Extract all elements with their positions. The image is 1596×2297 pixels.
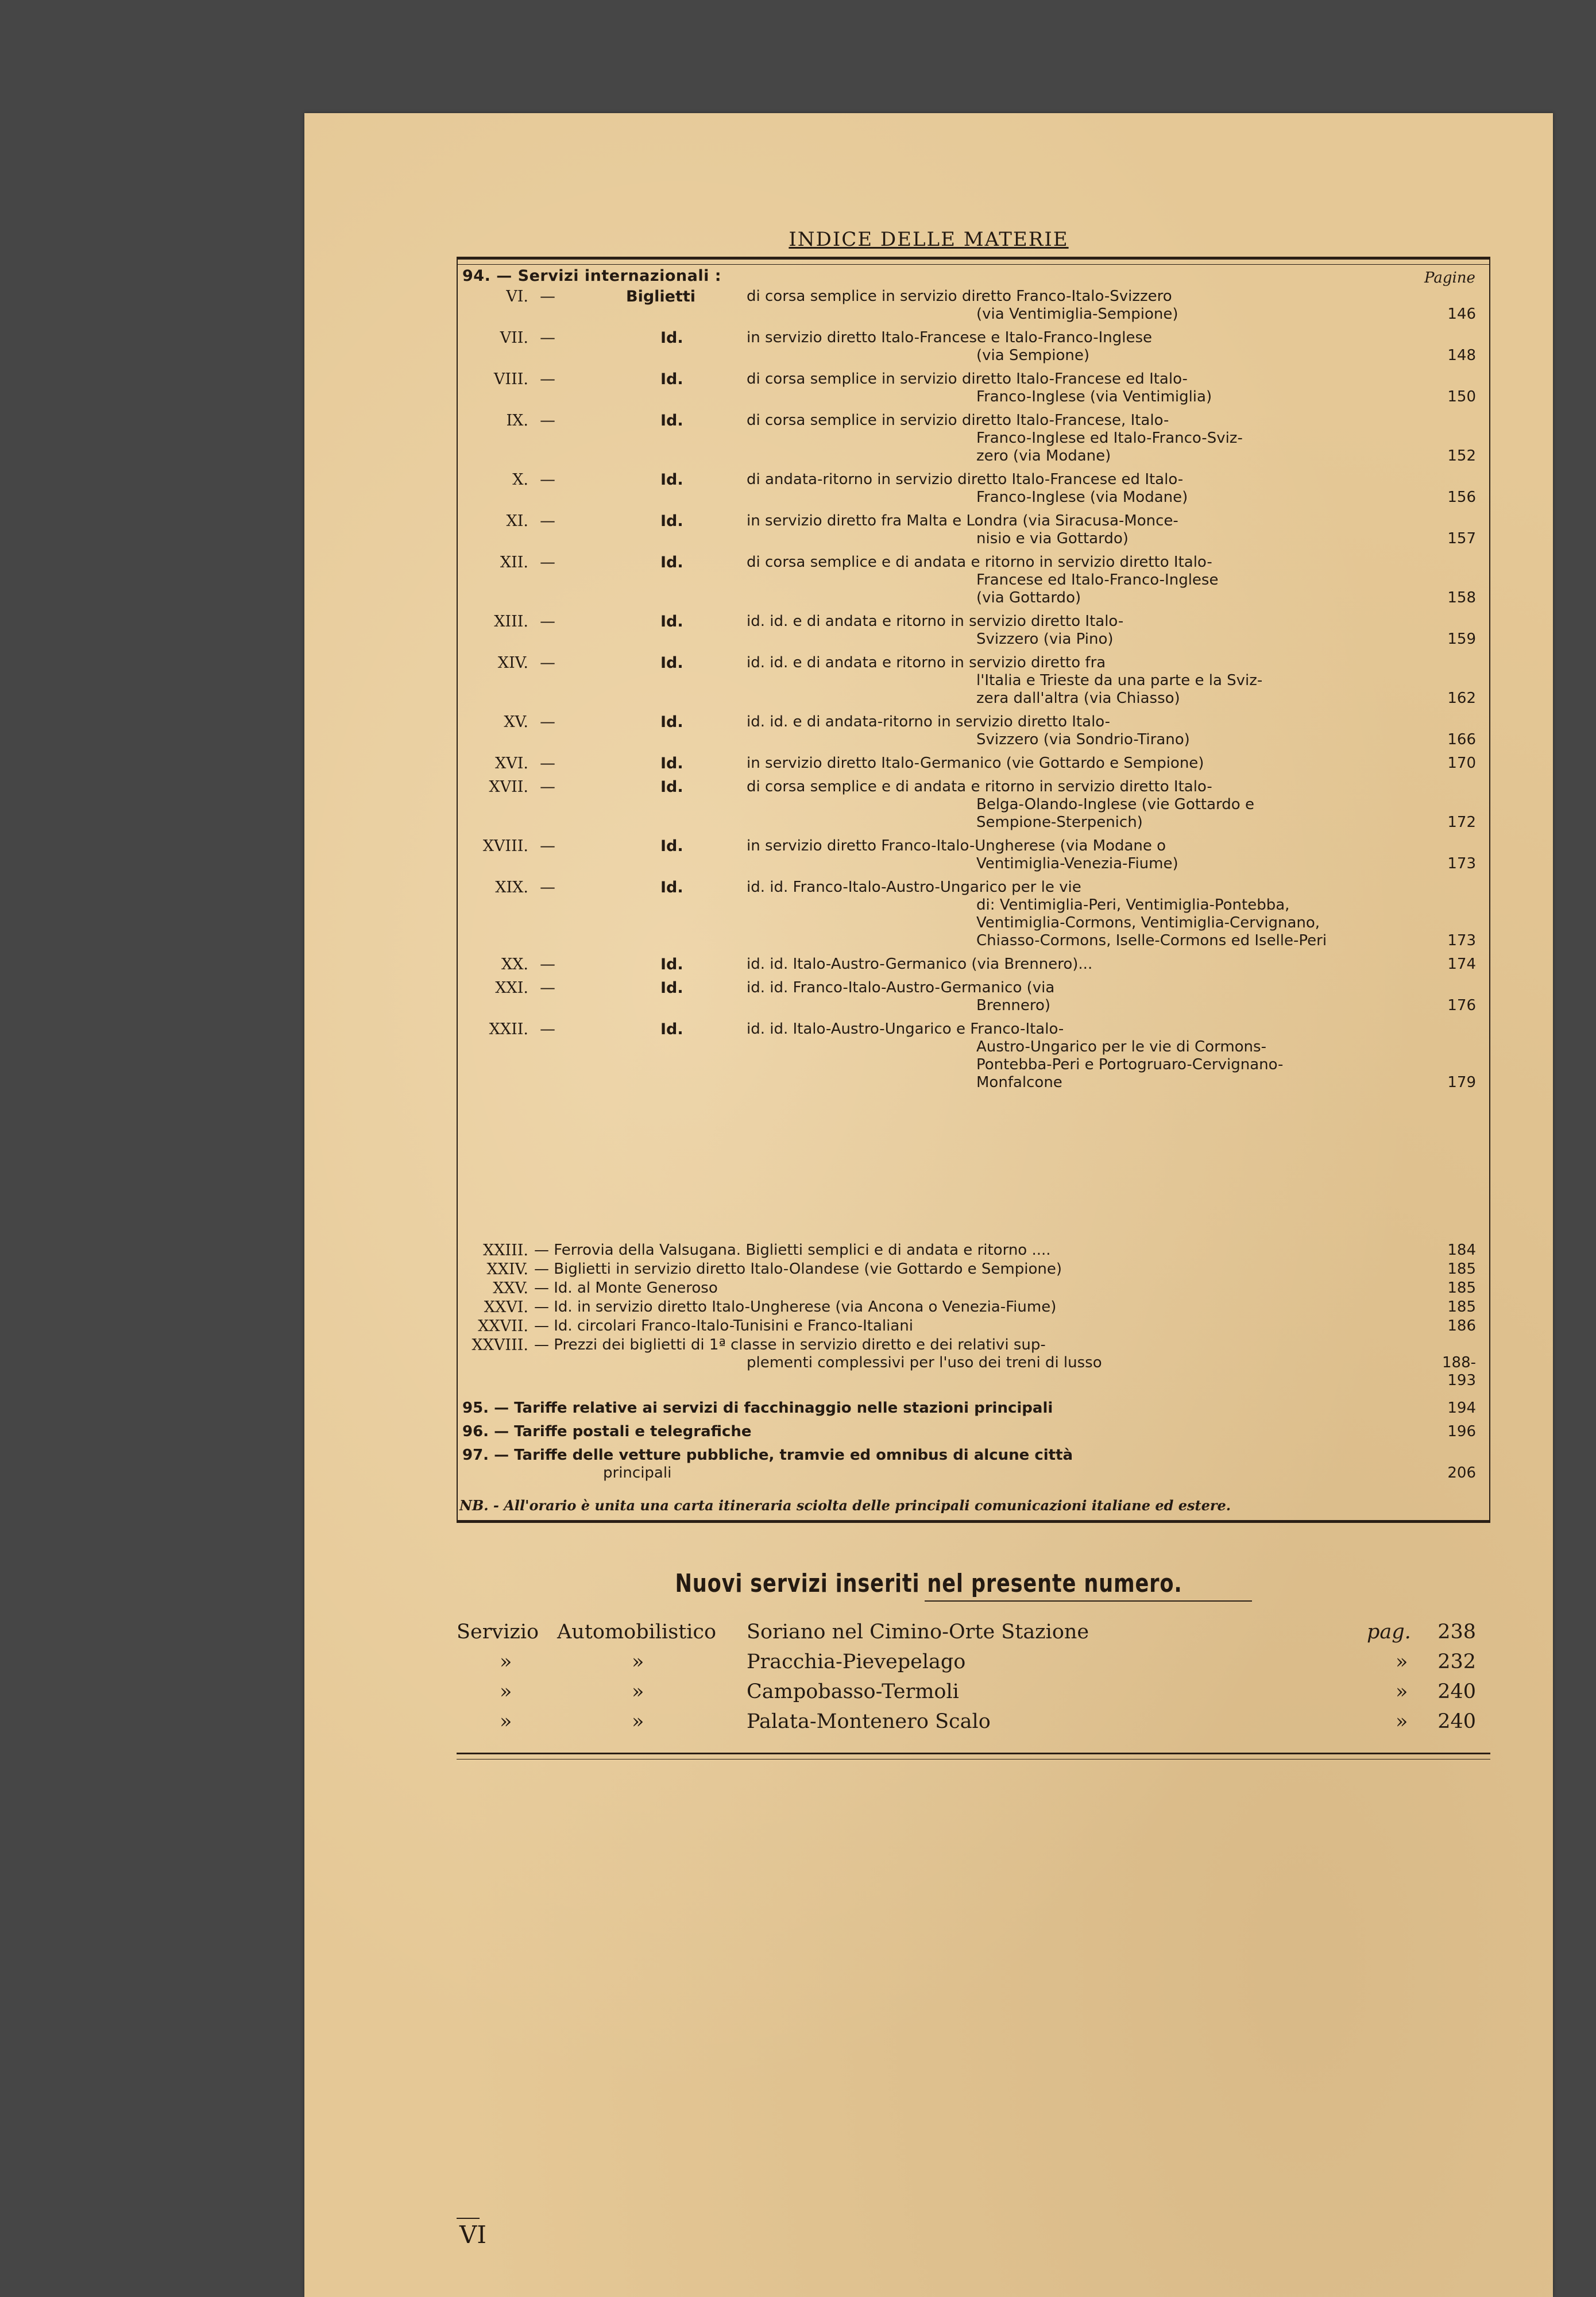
service-label: » <box>500 1680 512 1703</box>
entry-description-line: (via Gottardo) <box>976 589 1081 606</box>
entry-text: — Id. circolari Franco-Italo-Tunisini e Franco-Italiani <box>534 1317 913 1335</box>
entry-page: 179 <box>1447 1074 1476 1091</box>
entry-number: VIII. <box>493 370 528 388</box>
entry-description-line: Belga-Olando-Inglese (vie Gottardo e <box>976 796 1254 813</box>
service-page: 240 <box>1437 1680 1476 1703</box>
entry-dash: — <box>540 288 555 306</box>
entry-id: Id. <box>660 412 683 430</box>
service-page: 232 <box>1437 1650 1476 1673</box>
entry-page: 186 <box>1447 1317 1476 1335</box>
entry-description-line: di corsa semplice in servizio diretto Italo-Francese, Italo- <box>747 412 1169 429</box>
entry-text: — Biglietti in servizio diretto Italo-Olandese (vie Gottardo e Sempione) <box>534 1260 1062 1278</box>
entry-page: 170 <box>1447 755 1476 772</box>
page-prefix: pag. <box>1367 1621 1411 1644</box>
entry-dash: — <box>540 654 555 672</box>
entry-page: 185 <box>1447 1279 1476 1297</box>
entry-page: 162 <box>1447 690 1476 707</box>
entry-description <box>747 512 1470 548</box>
entry-description <box>747 979 1470 1015</box>
section-heading: 96. — Tariffe postali e telegrafiche <box>462 1423 752 1440</box>
entry-description-line: in servizio diretto Italo-Germanico (vie Gottardo e Sempione) <box>747 755 1204 772</box>
service-page: 240 <box>1437 1710 1476 1733</box>
entry-number: XXIV. <box>486 1260 528 1278</box>
entry-description-line: Ventimiglia-Venezia-Fiume) <box>976 855 1178 872</box>
entry-description-line: Francese ed Italo-Franco-Inglese <box>976 571 1219 589</box>
entry-description <box>747 1020 1470 1092</box>
entry-number: XXI. <box>495 979 528 997</box>
service-label: Servizio <box>457 1621 539 1644</box>
entry-id: Id. <box>660 956 683 973</box>
entry-description-line: zera dall'altra (via Chiasso) <box>976 690 1180 707</box>
entry-number: XXV. <box>493 1279 528 1297</box>
entry-id: Id. <box>660 329 683 347</box>
entry-page: 150 <box>1447 388 1476 405</box>
entry-dash: — <box>540 979 555 997</box>
entry-id: Id. <box>660 879 683 896</box>
entry-dash: — <box>540 512 555 530</box>
service-label: » <box>500 1650 512 1673</box>
entry-description <box>747 755 1470 772</box>
entry-number: XXII. <box>489 1020 528 1038</box>
entry-dash: — <box>540 713 555 731</box>
entry-number: XIX. <box>495 879 528 896</box>
entry-number: XI. <box>506 512 528 530</box>
entry-description-line: id. id. e di andata-ritorno in servizio diretto Italo- <box>747 713 1111 730</box>
running-header: INDICE DELLE MATERIE <box>789 228 1069 251</box>
entry-id: Id. <box>660 1020 683 1038</box>
entry-description-line: di andata-ritorno in servizio diretto Italo-Francese ed Italo- <box>747 471 1184 488</box>
entry-id: Id. <box>660 837 683 855</box>
title-underline <box>925 1600 1252 1602</box>
entry-description <box>747 370 1470 406</box>
entry-number: VII. <box>500 329 528 347</box>
service-label: » <box>500 1710 512 1733</box>
entry-page: 159 <box>1447 631 1476 648</box>
entry-description-line: id. id. Italo-Austro-Ungarico e Franco-Italo- <box>747 1020 1064 1038</box>
entry-number: XIII. <box>494 613 528 631</box>
service-type: » <box>632 1710 644 1733</box>
entry-number: XVIII. <box>482 837 528 855</box>
entry-dash: — <box>540 613 555 631</box>
entry-number: XXVI. <box>484 1298 528 1316</box>
entry-description-line: id. id. Italo-Austro-Germanico (via Brennero)... <box>747 956 1093 973</box>
service-route: Soriano nel Cimino-Orte Stazione <box>747 1621 1089 1644</box>
entry-description-line: Svizzero (via Pino) <box>976 631 1114 648</box>
entry-number: XXVII. <box>478 1317 528 1335</box>
service-type: » <box>632 1650 644 1673</box>
entry-page: 146 <box>1447 306 1476 323</box>
entry-dash: — <box>540 837 555 855</box>
entry-dash: — <box>540 778 555 796</box>
entry-description-line: id. id. e di andata e ritorno in servizio diretto Italo- <box>747 613 1124 630</box>
page-prefix: » <box>1396 1650 1408 1673</box>
section-page: 196 <box>1447 1423 1476 1440</box>
folio-rule <box>457 2218 480 2219</box>
section-page: 206 <box>1447 1464 1476 1482</box>
entry-description-line: Franco-Inglese (via Modane) <box>976 489 1188 506</box>
service-route: Pracchia-Pievepelago <box>747 1650 966 1673</box>
entry-description-line: Chiasso-Cormons, Iselle-Cormons ed Iselle-Peri <box>976 932 1327 949</box>
entry-description-line: di corsa semplice e di andata e ritorno in servizio diretto Italo- <box>747 778 1212 795</box>
section-heading: 95. — Tariffe relative ai servizi di facchinaggio nelle stazioni principali <box>462 1399 1053 1417</box>
entry-page: 152 <box>1447 447 1476 465</box>
entry-description <box>747 288 1470 323</box>
entry-id: Id. <box>660 755 683 772</box>
entry-text: — Id. al Monte Generoso <box>534 1279 718 1297</box>
entry-description-line: id. id. Franco-Italo-Austro-Germanico (via <box>747 979 1055 996</box>
entry-id: Id. <box>660 654 683 672</box>
service-page: 238 <box>1437 1621 1476 1644</box>
entry-page: 176 <box>1447 997 1476 1014</box>
entry-number: VI. <box>506 288 528 306</box>
entry-number: XV. <box>504 713 528 731</box>
entry-description-line: in servizio diretto fra Malta e Londra (via Siracusa-Monce- <box>747 512 1178 529</box>
section-heading: 97. — Tariffe delle vetture pubbliche, tramvie ed omnibus di alcune città <box>462 1447 1073 1464</box>
page-prefix: » <box>1396 1680 1408 1703</box>
entry-description <box>747 879 1470 950</box>
entry-dash: — <box>540 755 555 772</box>
pages-column-heading: Pagine <box>1424 269 1475 287</box>
entry-number: XX. <box>501 956 528 973</box>
entry-page: 148 <box>1447 347 1476 364</box>
entry-description <box>747 613 1470 648</box>
new-services-title: Nuovi servizi inseriti nel presente numero. <box>675 1569 1182 1598</box>
service-route: Campobasso-Termoli <box>747 1680 959 1703</box>
entry-id: Id. <box>660 370 683 388</box>
entry-number: XXIII. <box>482 1242 528 1259</box>
entry-dash: — <box>540 956 555 973</box>
entry-page: 156 <box>1447 489 1476 506</box>
page-folio: VI <box>459 2221 486 2249</box>
entry-number: XXVIII. <box>472 1336 528 1354</box>
entry-text: — Ferrovia della Valsugana. Biglietti semplici e di andata e ritorno .... <box>534 1242 1051 1259</box>
entry-description-line: zero (via Modane) <box>976 447 1111 465</box>
entry-description <box>747 554 1470 607</box>
entry-description-line: Sempione-Sterpenich) <box>976 814 1143 831</box>
entry-description-line: di corsa semplice e di andata e ritorno in servizio diretto Italo- <box>747 554 1212 571</box>
entry-number: XII. <box>500 554 528 571</box>
entry-id: Biglietti <box>626 288 696 306</box>
entry-dash: — <box>540 1020 555 1038</box>
nb-note: NB. - All'orario è unita una carta itineraria sciolta delle principali comunicazioni italiane ed estere. <box>459 1497 1231 1514</box>
entry-description <box>747 471 1470 506</box>
entry-page: 166 <box>1447 731 1476 748</box>
entry-page: 185 <box>1447 1298 1476 1316</box>
entry-description-line: id. id. Franco-Italo-Austro-Ungarico per le vie <box>747 879 1081 896</box>
entry-description-line: di corsa semplice in servizio diretto Italo-Francese ed Italo- <box>747 370 1188 388</box>
entry-description-line: di: Ventimiglia-Peri, Ventimiglia-Pontebba, <box>976 896 1290 914</box>
service-type: » <box>632 1680 644 1703</box>
entry-number: IX. <box>506 412 528 430</box>
page-prefix: » <box>1396 1710 1408 1733</box>
entry-description <box>747 654 1470 707</box>
entry-id: Id. <box>660 613 683 631</box>
entry-dash: — <box>540 471 555 489</box>
section-94-heading: 94. — Servizi internazionali : <box>462 267 722 285</box>
entry-number: X. <box>512 471 528 489</box>
entry-description-line: Svizzero (via Sondrio-Tirano) <box>976 731 1190 748</box>
entry-dash: — <box>540 412 555 430</box>
entry-description-line: Monfalcone <box>976 1074 1062 1091</box>
entry-description-line: (via Ventimiglia-Sempione) <box>976 306 1178 323</box>
entry-description-line: Pontebba-Peri e Portogruaro-Cervignano- <box>976 1056 1284 1073</box>
entry-page: 188-193 <box>1442 1354 1476 1389</box>
service-type: Automobilistico <box>557 1621 717 1644</box>
entry-description-line: nisio e via Gottardo) <box>976 530 1129 547</box>
entry-id: Id. <box>660 979 683 997</box>
entry-page: 158 <box>1447 589 1476 606</box>
entry-description-line: in servizio diretto Franco-Italo-Ungherese (via Modane o <box>747 837 1166 854</box>
entry-dash: — <box>540 554 555 571</box>
entry-description-line: Franco-Inglese (via Ventimiglia) <box>976 388 1212 405</box>
section-heading-continued: principali <box>603 1464 672 1482</box>
entry-description <box>747 713 1470 749</box>
entry-dash: — <box>540 370 555 388</box>
entry-description-line: Brennero) <box>976 997 1051 1014</box>
entry-dash: — <box>540 879 555 896</box>
entry-number: XVI. <box>495 755 528 772</box>
entry-page: 173 <box>1447 932 1476 949</box>
entry-page: 184 <box>1447 1242 1476 1259</box>
entry-number: XIV. <box>497 654 528 672</box>
entry-id: Id. <box>660 512 683 530</box>
entry-description-line: di corsa semplice in servizio diretto Franco-Italo-Svizzero <box>747 288 1172 305</box>
entry-id: Id. <box>660 713 683 731</box>
entry-page: 174 <box>1447 956 1476 973</box>
entry-id: Id. <box>660 471 683 489</box>
entry-page: 173 <box>1447 855 1476 872</box>
entry-description <box>747 837 1470 873</box>
entry-description <box>747 956 1470 973</box>
entry-description-line: in servizio diretto Italo-Francese e Italo-Franco-Inglese <box>747 329 1152 346</box>
entry-description-line: (via Sempione) <box>976 347 1090 364</box>
entry-dash: — <box>540 329 555 347</box>
entry-text: — Prezzi dei biglietti di 1ª classe in servizio diretto e dei relativi sup- <box>534 1336 1046 1354</box>
entry-description <box>747 778 1470 832</box>
entry-description-line: id. id. e di andata e ritorno in servizio diretto fra <box>747 654 1106 671</box>
service-route: Palata-Montenero Scalo <box>747 1710 991 1733</box>
entry-description-line: Franco-Inglese ed Italo-Franco-Sviz- <box>976 430 1243 447</box>
entry-page: 185 <box>1447 1260 1476 1278</box>
entry-page: 157 <box>1447 530 1476 547</box>
section-page: 194 <box>1447 1399 1476 1417</box>
book-page <box>304 113 1553 2297</box>
entry-description <box>747 412 1470 465</box>
entry-number: XVII. <box>489 778 528 796</box>
entry-description-line: Ventimiglia-Cormons, Ventimiglia-Cervignano, <box>976 914 1320 931</box>
entry-text: — Id. in servizio diretto Italo-Ungherese (via Ancona o Venezia-Fiume) <box>534 1298 1057 1316</box>
bottom-rule <box>457 1753 1490 1760</box>
entry-description-line: l'Italia e Trieste da una parte e la Sviz- <box>976 672 1263 689</box>
entry-id: Id. <box>660 554 683 571</box>
entry-id: Id. <box>660 778 683 796</box>
entry-page: 172 <box>1447 814 1476 831</box>
entry-description <box>747 329 1470 365</box>
entry-text-continued: plementi complessivi per l'uso dei treni di lusso <box>747 1354 1102 1371</box>
entry-description-line: Austro-Ungarico per le vie di Cormons- <box>976 1038 1266 1055</box>
